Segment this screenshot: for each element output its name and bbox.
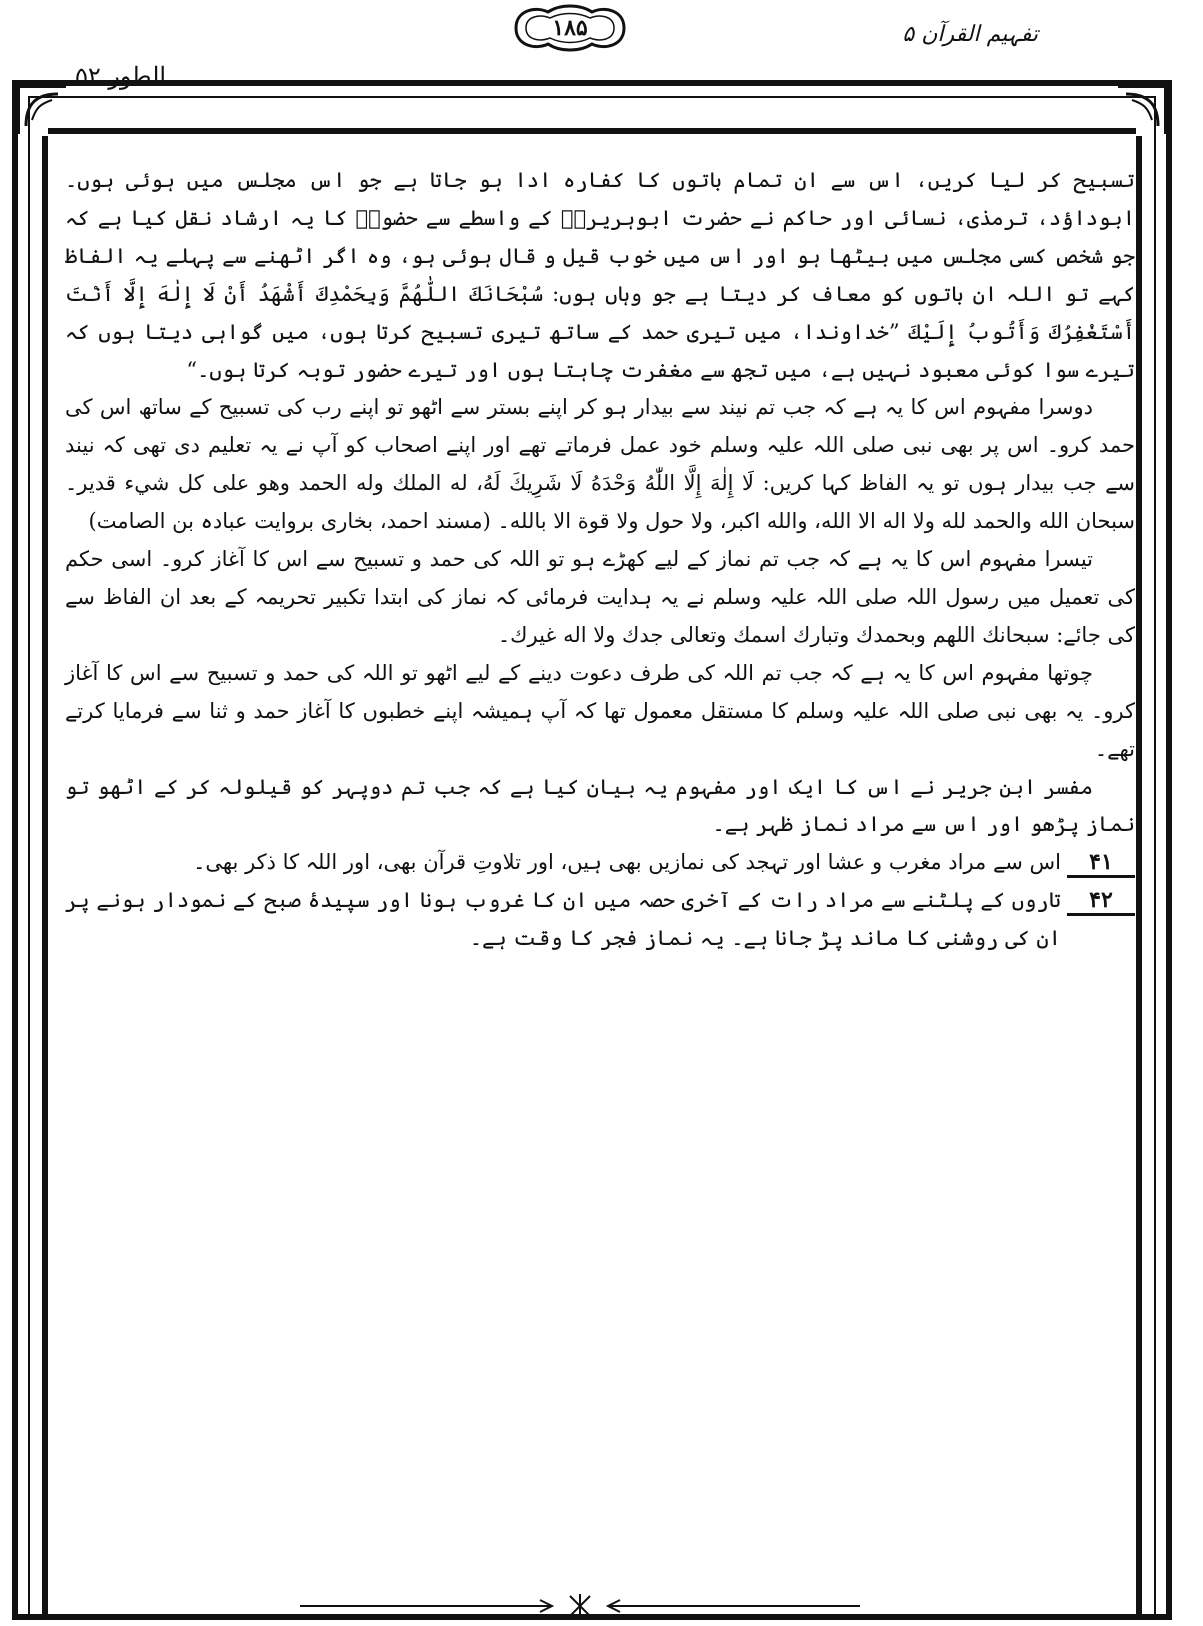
frame-right-rule (1136, 136, 1142, 1614)
page-number-badge (508, 2, 632, 54)
surah-title: الطور ۵۲ (75, 62, 167, 90)
footnote (65, 844, 1135, 882)
paragraph: تیسرا مفہوم اس کا یہ ہے کہ جب تم نماز کے لیے کھڑے ہو تو اللہ کی حمد و تسبیح سے اس کا آغاز کرو۔ اسی حکم کی تعمیل میں رسول اللہ صلی اللہ علیہ وسلم نے یہ ہدایت فرمائی کہ نماز کی ابتدا تکبیر تحریمہ کے بعد ان الفاظ سے کی جائے: سبحانك اللهم وبحمدك وتبارك اسمك وتعالى جدك ولا اله غيرك۔ (65, 547, 1135, 647)
footnote-text: تاروں کے پلٹنے سے مراد رات کے آخری حصہ میں ان کا غروب ہونا اور سپیدۂ صبح کے نمودار ہونے پر ان کی روشنی کا ماند پڑ جانا ہے۔ یہ نماز فجر کا وقت ہے۔ (65, 888, 1061, 951)
footnote-text: اس سے مراد مغرب و عشا اور تہجد کی نمازیں بھی ہیں، اور تلاوتِ قرآن بھی، اور اللہ کا ذکر بھی۔ (193, 850, 1061, 875)
frame-left-rule (42, 136, 48, 1614)
corner-ornament-icon (12, 80, 72, 140)
paragraph: تسبیح کر لیا کریں، اس سے ان تمام باتوں کا کفارہ ادا ہو جاتا ہے جو اس مجلس میں ہوئی ہوں۔ ابوداؤد، ترمذی، نسائی اور حاکم نے حضرت ابوہریرہؓ کے واسطے سے حضورؐ کا یہ ارشاد نقل کیا ہے کہ جو شخص کسی مجلس میں بیٹھا ہو اور اس میں خوب قیل و قال ہوئی ہو، وہ اگر اٹھنے سے پہلے یہ الفاظ کہے تو اللہ ان باتوں کو معاف کر دیتا ہے جو وہاں ہوں: سُبْحَانَكَ اللّٰهُمَّ وَبِحَمْدِكَ أَشْهَدُ أَنْ لَا إِلٰهَ إِلَّا أَنْتَ أَسْتَغْفِرُكَ وَأَتُوبُ إِلَيْكَ ”خداوندا، میں تیری حمد کے ساتھ تیری تسبیح کرتا ہوں، میں گواہی دیتا ہوں کہ تیرے سوا کوئی معبود نہیں ہے، میں تجھ سے مغفرت چاہتا ہوں اور تیرے حضور توبہ کرتا ہوں۔“ (65, 168, 1135, 382)
footnote-number: ۴۱ (1067, 849, 1135, 878)
paragraph: مفسر ابن جریر نے اس کا ایک اور مفہوم یہ بیان کیا ہے کہ جب تم دوپہر کو قیلولہ کر کے اٹھو تو نماز پڑھو اور اس سے مراد نماز ظہر ہے۔ (65, 774, 1135, 837)
frame-top-rule (48, 128, 1136, 134)
footnote-number: ۴۲ (1067, 887, 1135, 916)
page-content (65, 162, 1135, 958)
footnote (65, 882, 1135, 958)
page-number: ۱۸۵ (552, 15, 588, 41)
corner-ornament-icon (1112, 80, 1172, 140)
paragraph: دوسرا مفہوم اس کا یہ ہے کہ جب تم نیند سے بیدار ہو کر اپنے بستر سے اٹھو تو اپنے رب کی تسبیح کے ساتھ اس کی حمد کرو۔ اس پر بھی نبی صلی اللہ علیہ وسلم خود عمل فرماتے تھے اور اپنے اصحاب کو آپ نے یہ تعلیم دی تھی کہ نیند سے جب بیدار ہوں تو یہ الفاظ کہا کریں: لَا إِلٰهَ إِلَّا اللّٰهُ وَحْدَهُ لَا شَرِيكَ لَهُ، له الملك وله الحمد وهو على كل شيء قدير۔ سبحان الله والحمد لله ولا اله الا الله، والله اكبر، ولا حول ولا قوة الا بالله۔ (مسند احمد، بخاری بروایت عبادہ بن الصامت) (65, 395, 1135, 534)
paragraph: چوتھا مفہوم اس کا یہ ہے کہ جب تم اللہ کی طرف دعوت دینے کے لیے اٹھو تو اللہ کی حمد و تسبیح سے اس کا آغاز کرو۔ یہ بھی نبی صلی اللہ علیہ وسلم کا مستقل معمول تھا کہ آپ ہمیشہ اپنے خطبوں کا آغاز حمد و ثنا سے فرمایا کرتے تھے۔ (65, 660, 1135, 761)
book-title: تفہیم القرآن ۵ (902, 22, 1038, 47)
section-divider-ornament-icon (300, 1592, 860, 1616)
